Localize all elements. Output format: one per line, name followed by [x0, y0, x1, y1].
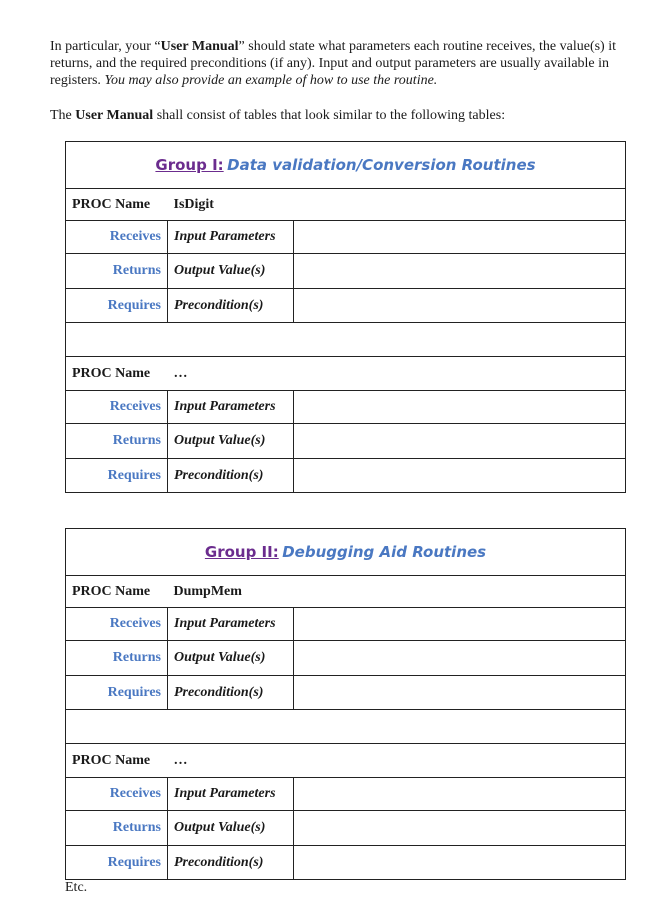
receives-detail-cell: [294, 221, 626, 254]
proc-name-label: PROC Name: [66, 189, 168, 221]
receives-value: Input Parameters: [168, 778, 294, 811]
receives-value: Input Parameters: [168, 391, 294, 424]
requires-row: [66, 846, 626, 880]
proc-name-value: IsDigit: [168, 189, 626, 221]
group-1-number: Group I:: [155, 155, 224, 174]
intro-italic: You may also provide an example of how to use the routine.: [104, 73, 438, 88]
requires-detail-cell: [294, 676, 626, 710]
spacer-cell: [66, 323, 626, 357]
spacer-cell: [66, 710, 626, 744]
returns-detail-cell: [294, 811, 626, 846]
returns-row: [66, 811, 626, 846]
receives-value: Input Parameters: [168, 221, 294, 254]
etc-text: Etc.: [65, 880, 88, 895]
returns-value: Output Value(s): [168, 811, 294, 846]
requires-value: Precondition(s): [168, 459, 294, 493]
receives-label: Receives: [66, 221, 168, 254]
group-1-table: [65, 141, 626, 493]
requires-label: Requires: [66, 676, 168, 710]
proc-row: [66, 576, 626, 608]
receives-row: [66, 391, 626, 424]
requires-detail-cell: [294, 459, 626, 493]
requires-label: Requires: [66, 846, 168, 880]
proc-name-label: PROC Name: [66, 744, 168, 778]
receives-row: [66, 221, 626, 254]
proc-row: [66, 189, 626, 221]
proc-name-value: DumpMem: [168, 576, 626, 608]
group-1-name: Data validation/Conversion Routines: [227, 155, 536, 174]
requires-value: Precondition(s): [168, 289, 294, 323]
requires-row: [66, 289, 626, 323]
proc-name-label: PROC Name: [66, 576, 168, 608]
returns-detail-cell: [294, 254, 626, 289]
group-1-title: [66, 142, 626, 189]
spacer-row: [66, 710, 626, 744]
returns-value: Output Value(s): [168, 641, 294, 676]
proc-row: [66, 357, 626, 391]
tables-intro-text-2: shall consist of tables that look similar to the following tables:: [153, 108, 506, 123]
tables-intro-bold: User Manual: [75, 108, 154, 123]
receives-label: Receives: [66, 608, 168, 641]
receives-label: Receives: [66, 778, 168, 811]
returns-label: Returns: [66, 254, 168, 289]
receives-label: Receives: [66, 391, 168, 424]
receives-row: [66, 608, 626, 641]
group-2-name: Debugging Aid Routines: [282, 542, 487, 561]
intro-bold: User Manual: [160, 39, 239, 54]
returns-row: [66, 424, 626, 459]
requires-value: Precondition(s): [168, 846, 294, 880]
receives-detail-cell: [294, 778, 626, 811]
intro-text-2: ” should state what parameters each routine receives, the value(s) it returns, and the required preconditions (if any). Input and output parameters are usually available in registers.: [50, 39, 616, 88]
spacer-row: [66, 323, 626, 357]
requires-label: Requires: [66, 459, 168, 493]
returns-label: Returns: [66, 424, 168, 459]
tables-intro-text: The: [50, 108, 76, 123]
intro-text: In particular, your “: [50, 39, 161, 54]
requires-row: [66, 676, 626, 710]
returns-detail-cell: [294, 424, 626, 459]
proc-name-value: …: [168, 357, 626, 391]
receives-row: [66, 778, 626, 811]
intro-paragraph: [50, 38, 650, 89]
tables-intro-paragraph: [50, 107, 650, 124]
group-2-number: Group II:: [204, 542, 279, 561]
proc-row: [66, 744, 626, 778]
group-2-table: [65, 528, 626, 880]
requires-value: Precondition(s): [168, 676, 294, 710]
requires-detail-cell: [294, 846, 626, 880]
proc-name-value: …: [168, 744, 626, 778]
receives-detail-cell: [294, 608, 626, 641]
receives-value: Input Parameters: [168, 608, 294, 641]
returns-label: Returns: [66, 811, 168, 846]
returns-value: Output Value(s): [168, 424, 294, 459]
requires-row: [66, 459, 626, 493]
returns-detail-cell: [294, 641, 626, 676]
proc-name-label: PROC Name: [66, 357, 168, 391]
returns-row: [66, 254, 626, 289]
returns-label: Returns: [66, 641, 168, 676]
requires-label: Requires: [66, 289, 168, 323]
requires-detail-cell: [294, 289, 626, 323]
returns-value: Output Value(s): [168, 254, 294, 289]
group-2-title: [66, 529, 626, 576]
receives-detail-cell: [294, 391, 626, 424]
returns-row: [66, 641, 626, 676]
